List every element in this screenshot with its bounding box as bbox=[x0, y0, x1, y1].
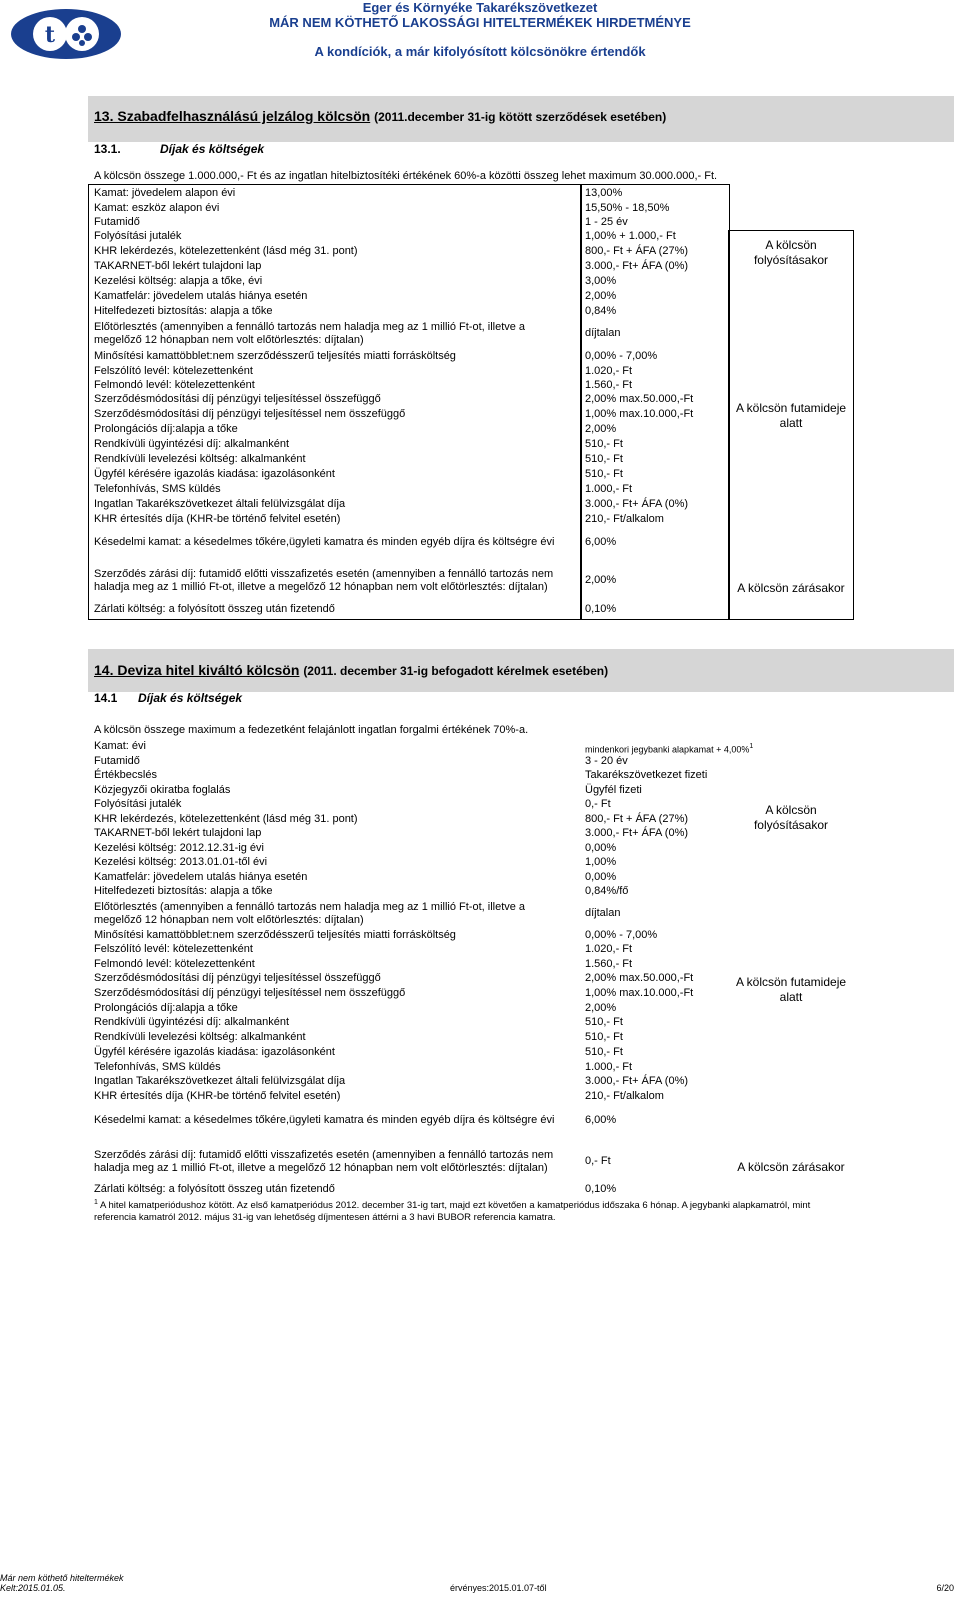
fee-label-line: Kamat: eszköz alapon évi bbox=[94, 202, 220, 214]
fee-label bbox=[94, 513, 340, 526]
fee-value-text: 0,84% bbox=[585, 305, 617, 317]
fee-label bbox=[94, 755, 140, 768]
footer-valid-from: érvényes:2015.01.07-től bbox=[450, 1583, 547, 1593]
section-13-title bbox=[94, 108, 666, 124]
subsection-13-1 bbox=[94, 142, 264, 156]
fee-label-line: Szerződésmódosítási díj pénzügyi teljesítéssel összefüggő bbox=[94, 972, 381, 984]
section-13-title-rest: (2011.december 31-ig kötött szerződések esetében) bbox=[374, 110, 667, 124]
fee-value bbox=[585, 483, 632, 496]
fee-value bbox=[585, 929, 657, 942]
fee-label-line: Folyósítási jutalék bbox=[94, 798, 182, 810]
fee-label bbox=[94, 365, 253, 378]
fee-value bbox=[585, 423, 616, 436]
s14-side-term: A kölcsön futamideje alatt bbox=[735, 975, 847, 1004]
fee-label bbox=[94, 1183, 335, 1196]
fee-label-line: Prolongációs díj:alapja a tőke bbox=[94, 423, 238, 435]
fee-label-line: Kamatfelár: jövedelem utalás hiánya esetén bbox=[94, 871, 308, 883]
fee-label bbox=[94, 943, 253, 956]
fee-value bbox=[585, 379, 632, 392]
fee-label bbox=[94, 842, 264, 855]
fee-label-line: Kezelési költség: 2012.12.31-ig évi bbox=[94, 842, 264, 854]
fee-value bbox=[585, 290, 616, 303]
fee-value-text: 3,00% bbox=[585, 275, 617, 287]
fee-label bbox=[94, 379, 255, 392]
fee-value bbox=[585, 755, 628, 768]
fee-value-text: 510,- Ft bbox=[585, 1046, 623, 1058]
fee-value-text: 3.000,- Ft+ ÁFA (0%) bbox=[585, 498, 689, 510]
fee-value-text: 15,50% - 18,50% bbox=[585, 202, 670, 214]
fee-label bbox=[94, 1061, 221, 1074]
fee-value-text: 1,00% max.10.000,-Ft bbox=[585, 987, 694, 999]
fee-label bbox=[94, 958, 255, 971]
fee-label-line: Felmondó levél: kötelezettenként bbox=[94, 958, 255, 970]
page-footer-left bbox=[0, 1573, 124, 1593]
fee-label bbox=[94, 350, 456, 363]
fee-label bbox=[94, 901, 525, 927]
fee-label bbox=[94, 245, 358, 258]
fee-value-text: Ügyfél fizeti bbox=[585, 784, 642, 796]
fee-value bbox=[585, 498, 688, 511]
fee-value-text: 800,- Ft + ÁFA (27%) bbox=[585, 245, 689, 257]
subsection-label: Díjak és költségek bbox=[160, 142, 265, 156]
fee-value-text: 510,- Ft bbox=[585, 1031, 623, 1043]
fee-label bbox=[94, 769, 157, 782]
fee-label bbox=[94, 321, 525, 347]
fee-value bbox=[585, 216, 628, 229]
fee-label-line: Zárlati költség: a folyósított összeg után fizetendő bbox=[94, 1183, 335, 1195]
fee-label-line: Futamidő bbox=[94, 755, 140, 767]
fee-label bbox=[94, 568, 553, 594]
section-14-title bbox=[94, 662, 608, 678]
footnote-ref: 1 bbox=[749, 743, 754, 750]
fee-value-text: 510,- Ft bbox=[585, 468, 623, 480]
fee-value bbox=[585, 769, 707, 782]
fee-label-line: Előtörlesztés (amennyiben a fennálló tartozás nem haladja meg az 1 millió Ft-ot, illetve a bbox=[94, 321, 526, 333]
fee-label-line: Hitelfedezeti biztosítás: alapja a tőke bbox=[94, 305, 273, 317]
fee-label bbox=[94, 536, 554, 549]
footer-issue-date: Kelt:2015.01.05. bbox=[0, 1583, 66, 1593]
fee-label bbox=[94, 498, 345, 511]
fee-label-line: Ingatlan Takarékszövetkezet általi felülvizsgálat díja bbox=[94, 498, 346, 510]
fee-value-text: 510,- Ft bbox=[585, 438, 623, 450]
fee-label bbox=[94, 230, 181, 243]
fee-value bbox=[585, 513, 664, 526]
fee-label bbox=[94, 216, 140, 229]
fee-value bbox=[585, 1046, 623, 1059]
fee-label-line: KHR lekérdezés, kötelezettenként (lásd még 31. pont) bbox=[94, 813, 358, 825]
fee-value bbox=[585, 827, 688, 840]
s13-side-disbursement: A kölcsön folyósításakor bbox=[753, 238, 829, 267]
fee-label bbox=[94, 408, 405, 421]
fee-value bbox=[585, 987, 693, 1000]
s14-side-disbursement: A kölcsön folyósításakor bbox=[753, 803, 829, 832]
fee-value-text: 2,00% bbox=[585, 574, 617, 586]
fee-value-text: díjtalan bbox=[585, 907, 621, 919]
fee-label-line: Ügyfél kérésére igazolás kiadása: igazolásonként bbox=[94, 1046, 335, 1058]
fee-value-text: 2,00% bbox=[585, 423, 617, 435]
fee-label-line: Felmondó levél: kötelezettenként bbox=[94, 379, 255, 391]
fee-label bbox=[94, 871, 307, 884]
page-header bbox=[0, 0, 960, 68]
fee-label-line: Minősítési kamattöbblet:nem szerződésszerű teljesítés miatti forrásköltség bbox=[94, 929, 456, 941]
fee-label-line: KHR értesítés díja (KHR-be történő felvitel esetén) bbox=[94, 1090, 341, 1102]
fee-value-text: 210,- Ft/alkalom bbox=[585, 1090, 664, 1102]
fee-value-text: 0,- Ft bbox=[585, 798, 611, 810]
fee-label bbox=[94, 483, 221, 496]
fee-value-text: 1.560,- Ft bbox=[585, 958, 633, 970]
fee-value bbox=[585, 603, 616, 616]
fee-label-line: Prolongációs díj:alapja a tőke bbox=[94, 1002, 238, 1014]
section-13-title-main: 13. Szabadfelhasználású jelzálog kölcsön bbox=[94, 108, 371, 124]
fee-label-line: megelőző 12 hónapban nem volt előtörlesztés: díjtalan) bbox=[94, 334, 364, 346]
fee-label-line: Szerződés zárási díj: futamidő előtti visszafizetés esetén (amennyiben a fennálló tartozás nem bbox=[94, 568, 554, 580]
fee-value bbox=[585, 1090, 664, 1103]
fee-value-text: 2,00% max.50.000,-Ft bbox=[585, 972, 694, 984]
subsection-number: 13.1. bbox=[94, 142, 121, 156]
fee-value-text: 2,00% max.50.000,-Ft bbox=[585, 393, 694, 405]
fee-label bbox=[94, 798, 181, 811]
fee-value bbox=[585, 784, 642, 797]
subsection-14-1 bbox=[94, 691, 242, 705]
fee-label bbox=[94, 453, 306, 466]
fee-value bbox=[585, 972, 693, 985]
fee-value-text: 510,- Ft bbox=[585, 1016, 623, 1028]
fee-value bbox=[585, 408, 693, 421]
fee-value bbox=[585, 275, 616, 288]
fee-label bbox=[94, 972, 381, 985]
fee-value bbox=[585, 187, 622, 200]
fee-value-text: 0,00% bbox=[585, 871, 617, 883]
fee-value-text: 0,10% bbox=[585, 603, 617, 615]
fee-value bbox=[585, 1061, 632, 1074]
fee-label-line: Szerződésmódosítási díj pénzügyi teljesítéssel összefüggő bbox=[94, 393, 381, 405]
fee-value bbox=[585, 202, 669, 215]
section-14-title-rest: (2011. december 31-ig befogadott kérelmek esetében) bbox=[303, 664, 609, 678]
fee-value-text: 1 - 25 év bbox=[585, 216, 628, 228]
fee-value-text: díjtalan bbox=[585, 327, 621, 339]
fee-value-text: 0,84%/fő bbox=[585, 885, 629, 897]
fee-label-line: Minősítési kamattöbblet:nem szerződésszerű teljesítés miatti forrásköltség bbox=[94, 350, 456, 362]
fee-label bbox=[94, 740, 146, 753]
s14-side-closing: A kölcsön zárásakor bbox=[737, 1160, 845, 1174]
fee-value-text: 1,00% bbox=[585, 856, 617, 868]
fee-value bbox=[585, 798, 611, 811]
fee-value bbox=[585, 943, 632, 956]
fee-label bbox=[94, 1149, 553, 1175]
fee-value bbox=[585, 536, 616, 549]
fee-value-text: 510,- Ft bbox=[585, 453, 623, 465]
fee-value bbox=[585, 453, 623, 466]
fee-label-line: TAKARNET-ből lekért tulajdoni lap bbox=[94, 260, 262, 272]
fee-value bbox=[585, 327, 620, 340]
fee-label-line: Rendkívüli levelezési költség: alkalmanként bbox=[94, 1031, 306, 1043]
fee-value-text: 13,00% bbox=[585, 187, 623, 199]
footnote bbox=[94, 1197, 854, 1224]
fee-label-line: KHR értesítés díja (KHR-be történő felvitel esetén) bbox=[94, 513, 341, 525]
fee-label bbox=[94, 305, 273, 318]
fee-value-text: 2,00% bbox=[585, 1002, 617, 1014]
fee-value bbox=[585, 1002, 616, 1015]
section-13-header bbox=[88, 96, 954, 142]
fee-label bbox=[94, 929, 456, 942]
fee-value bbox=[585, 468, 623, 481]
fee-label-line: Felszólító levél: kötelezettenként bbox=[94, 365, 253, 377]
fee-value bbox=[585, 958, 632, 971]
fee-label bbox=[94, 885, 273, 898]
fee-value-text: 0,00% bbox=[585, 842, 617, 854]
fee-value-text: 1.020,- Ft bbox=[585, 943, 633, 955]
fee-value-text: 800,- Ft + ÁFA (27%) bbox=[585, 813, 689, 825]
fee-label-line: Futamidő bbox=[94, 216, 140, 228]
s13-side-closing: A kölcsön zárásakor bbox=[737, 581, 845, 595]
section-13-intro: A kölcsön összege 1.000.000,- Ft és az ingatlan hitelbiztosítéki értékének 60%-a közötti összeg lehet maximum 30.000.000,- Ft. bbox=[94, 170, 718, 182]
fee-label-line: Hitelfedezeti biztosítás: alapja a tőke bbox=[94, 885, 273, 897]
fee-label-line: Szerződésmódosítási díj pénzügyi teljesítéssel nem összefüggő bbox=[94, 408, 406, 420]
fee-value-text: 3.000,- Ft+ ÁFA (0%) bbox=[585, 1075, 689, 1087]
fee-value-text: 1.020,- Ft bbox=[585, 365, 633, 377]
fee-label bbox=[94, 813, 358, 826]
fee-value-text: 6,00% bbox=[585, 536, 617, 548]
fee-value-text: 3 - 20 év bbox=[585, 755, 628, 767]
fee-value bbox=[585, 856, 616, 869]
fee-label bbox=[94, 856, 267, 869]
fee-value bbox=[585, 393, 693, 406]
fee-label-line: Kezelési költség: 2013.01.01-től évi bbox=[94, 856, 268, 868]
fee-label bbox=[94, 275, 262, 288]
svg-text:t: t bbox=[44, 22, 56, 48]
fee-label-line: Kamatfelár: jövedelem utalás hiánya esetén bbox=[94, 290, 308, 302]
fee-label bbox=[94, 260, 261, 273]
fee-value-text: 2,00% bbox=[585, 290, 617, 302]
fee-label-line: Kezelési költség: alapja a tőke, évi bbox=[94, 275, 263, 287]
fee-label-line: Ingatlan Takarékszövetkezet általi felülvizsgálat díja bbox=[94, 1075, 346, 1087]
fee-value-text: mindenkori jegybanki alapkamat + 4,00% bbox=[585, 744, 750, 755]
fee-label-line: haladja meg az 1 millió Ft-ot, illetve a megelőző 12 hónapban nem volt előtörlesztés: díjtalan) bbox=[94, 1162, 548, 1174]
fee-label-line: Rendkívüli ügyintézési díj: alkalmanként bbox=[94, 1016, 290, 1028]
fee-value-text: 6,00% bbox=[585, 1114, 617, 1126]
footer-page-number: 6/20 bbox=[936, 1583, 954, 1593]
fee-label bbox=[94, 1016, 289, 1029]
document-title: MÁR NEM KÖTHETŐ LAKOSSÁGI HITELTERMÉKEK HIRDETMÉNYE bbox=[269, 15, 691, 30]
fee-value bbox=[585, 1031, 623, 1044]
fee-label bbox=[94, 290, 307, 303]
fee-label-line: Rendkívüli ügyintézési díj: alkalmanként bbox=[94, 438, 290, 450]
fee-label-line: Folyósítási jutalék bbox=[94, 230, 182, 242]
fee-label-line: Közjegyzői okiratba foglalás bbox=[94, 784, 231, 796]
fee-value bbox=[585, 1114, 616, 1127]
s13-side-term: A kölcsön futamideje alatt bbox=[735, 401, 847, 430]
fee-label bbox=[94, 1031, 306, 1044]
fee-label-line: Értékbecslés bbox=[94, 769, 157, 781]
fee-value-text: 1.000,- Ft bbox=[585, 483, 633, 495]
fee-value bbox=[585, 260, 688, 273]
fee-value bbox=[585, 1016, 623, 1029]
fee-label-line: haladja meg az 1 millió Ft-ot, illetve a megelőző 12 hónapban nem volt előtörlesztés: díjtalan) bbox=[94, 581, 548, 593]
fee-value bbox=[585, 305, 616, 318]
fee-value bbox=[585, 813, 688, 826]
fee-value-text: 0,00% - 7,00% bbox=[585, 929, 658, 941]
fee-label-line: Rendkívüli levelezési költség: alkalmanként bbox=[94, 453, 306, 465]
fee-value bbox=[585, 574, 616, 587]
fee-label bbox=[94, 423, 238, 436]
fee-label-line: Zárlati költség: a folyósított összeg után fizetendő bbox=[94, 603, 335, 615]
fee-label bbox=[94, 393, 381, 406]
fee-label bbox=[94, 827, 261, 840]
fee-value-text: 0,- Ft bbox=[585, 1155, 611, 1167]
fee-value bbox=[585, 842, 616, 855]
section-14-intro: A kölcsön összege maximum a fedezetként felajánlott ingatlan forgalmi értékének 70%-a. bbox=[94, 724, 529, 736]
fee-label-line: Telefonhívás, SMS küldés bbox=[94, 483, 221, 495]
fee-label-line: KHR lekérdezés, kötelezettenként (lásd még 31. pont) bbox=[94, 245, 358, 257]
fee-value bbox=[585, 438, 623, 451]
fee-label bbox=[94, 187, 235, 200]
fee-label-line: megelőző 12 hónapban nem volt előtörlesztés: díjtalan) bbox=[94, 914, 364, 926]
fee-label bbox=[94, 1046, 335, 1059]
fee-label bbox=[94, 1090, 340, 1103]
fee-label bbox=[94, 603, 335, 616]
fee-value bbox=[585, 1075, 688, 1088]
fee-label-line: Késedelmi kamat: a késedelmes tőkére,ügyleti kamatra és minden egyéb díjra és költségre évi bbox=[94, 536, 555, 548]
fee-label bbox=[94, 1114, 554, 1127]
fee-value bbox=[585, 907, 620, 920]
fee-value-text: 1,00% max.10.000,-Ft bbox=[585, 408, 694, 420]
fee-label-line: Előtörlesztés (amennyiben a fennálló tartozás nem haladja meg az 1 millió Ft-ot, illetve a bbox=[94, 901, 526, 913]
fee-label-line: Szerződésmódosítási díj pénzügyi teljesítéssel nem összefüggő bbox=[94, 987, 406, 999]
fee-label bbox=[94, 468, 335, 481]
institution-name: Eger és Környéke Takarékszövetkezet bbox=[362, 0, 598, 15]
fee-label-line: Telefonhívás, SMS küldés bbox=[94, 1061, 221, 1073]
fee-label-line: Felszólító levél: kötelezettenként bbox=[94, 943, 253, 955]
fee-value bbox=[585, 885, 628, 898]
fee-value-text: 1.000,- Ft bbox=[585, 1061, 633, 1073]
fee-label-line: Szerződés zárási díj: futamidő előtti visszafizetés esetén (amennyiben a fennálló tartozás nem bbox=[94, 1149, 554, 1161]
subsection-number: 14.1 bbox=[94, 691, 118, 705]
footer-doc-name: Már nem köthető hiteltermékek bbox=[0, 1573, 124, 1583]
fee-value-text: 1,00% + 1.000,- Ft bbox=[585, 230, 676, 242]
fee-value bbox=[585, 230, 676, 243]
fee-label bbox=[94, 1075, 345, 1088]
document-subtitle: A kondíciók, a már kifolyósított kölcsönökre értendők bbox=[314, 44, 646, 59]
fee-value-text: 0,00% - 7,00% bbox=[585, 350, 658, 362]
fee-value-text: 210,- Ft/alkalom bbox=[585, 513, 664, 525]
fee-label bbox=[94, 438, 289, 451]
fee-value bbox=[585, 1155, 611, 1168]
fee-value-text: 3.000,- Ft+ ÁFA (0%) bbox=[585, 827, 689, 839]
fee-value-text: Takarékszövetkezet fizeti bbox=[585, 769, 708, 781]
fee-value bbox=[585, 1183, 616, 1196]
fee-label-line: Kamat: évi bbox=[94, 740, 146, 752]
fee-value-text: 0,10% bbox=[585, 1183, 617, 1195]
fee-value-text: 3.000,- Ft+ ÁFA (0%) bbox=[585, 260, 689, 272]
footnote-mark: 1 bbox=[94, 1199, 98, 1206]
section-14-header bbox=[88, 649, 954, 692]
fee-value bbox=[585, 871, 616, 884]
fee-value-text: 1.560,- Ft bbox=[585, 379, 633, 391]
fee-label-line: TAKARNET-ből lekért tulajdoni lap bbox=[94, 827, 262, 839]
section-14-title-main: 14. Deviza hitel kiváltó kölcsön bbox=[94, 662, 300, 678]
fee-label bbox=[94, 1002, 238, 1015]
fee-label bbox=[94, 784, 230, 797]
fee-label-line: Késedelmi kamat: a késedelmes tőkére,ügyleti kamatra és minden egyéb díjra és költségre évi bbox=[94, 1114, 555, 1126]
footnote-text: A hitel kamatperiódushoz kötött. Az első kamatperiódus 2012. december 31-ig tart, majd ezt követően a kamatperiódus időszaka 6 hónap. A jegybanki alapkamatról, mint referencia kamatról 2012. május 31-ig van lehetőség díjmentesen áttérni a 3 havi BUBOR referencia kamatra. bbox=[94, 1200, 811, 1224]
fee-value bbox=[585, 350, 657, 363]
fee-value bbox=[585, 245, 688, 258]
fee-label-line: Ügyfél kérésére igazolás kiadása: igazolásonként bbox=[94, 468, 335, 480]
fee-label-line: Kamat: jövedelem alapon évi bbox=[94, 187, 236, 199]
fee-label bbox=[94, 987, 405, 1000]
fee-label bbox=[94, 202, 219, 215]
fee-value bbox=[585, 365, 632, 378]
subsection-label: Díjak és költségek bbox=[138, 691, 243, 705]
